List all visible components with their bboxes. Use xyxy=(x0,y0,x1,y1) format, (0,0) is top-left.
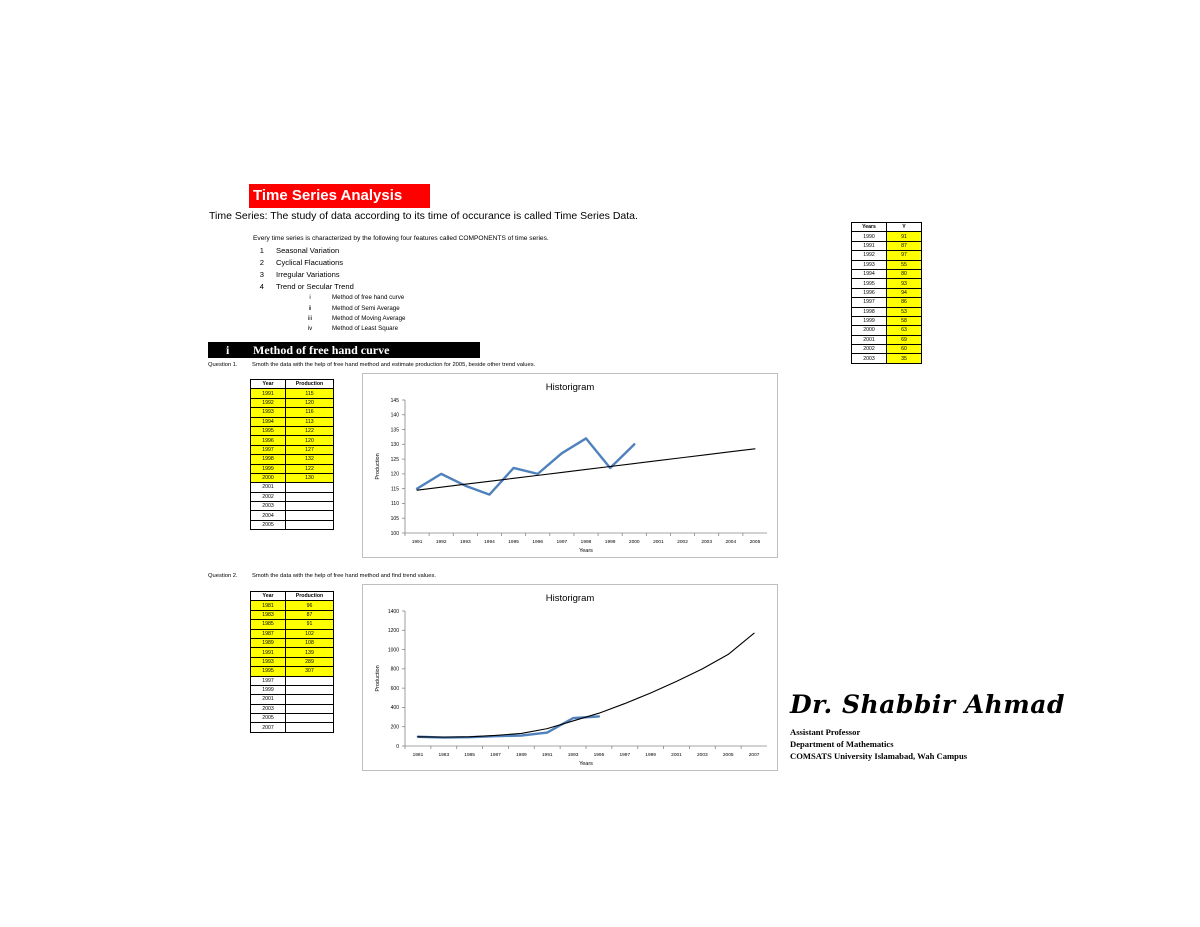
value-cell: 120 xyxy=(286,398,334,407)
year-cell: 1999 xyxy=(251,685,286,694)
x-tick-label: 2003 xyxy=(697,753,708,758)
table-row xyxy=(251,464,334,473)
value-cell: 289 xyxy=(286,657,334,666)
year-cell: 1991 xyxy=(251,389,286,398)
table-row xyxy=(251,667,334,676)
chart-title: Historigram xyxy=(545,593,595,604)
value-cell: 122 xyxy=(286,464,334,473)
table-header: Y xyxy=(887,223,922,232)
y-axis-label: Production xyxy=(375,453,381,480)
y-tick-label: 1000 xyxy=(387,647,399,654)
table-row xyxy=(251,436,334,445)
y-axis-label: Production xyxy=(375,665,381,692)
y-tick-label: 100 xyxy=(390,530,399,537)
y-tick-label: 130 xyxy=(390,442,399,449)
value-cell: 113 xyxy=(286,417,334,426)
year-cell: 1993 xyxy=(852,260,887,269)
y-tick-label: 145 xyxy=(390,397,399,404)
table-row xyxy=(852,269,922,278)
table-header: Year xyxy=(251,592,286,601)
chart-svg xyxy=(363,585,777,770)
year-cell: 1994 xyxy=(251,417,286,426)
year-cell: 2005 xyxy=(251,520,286,529)
table-row xyxy=(251,502,334,511)
value-cell: 108 xyxy=(286,638,334,647)
table-row xyxy=(251,714,334,723)
year-cell: 1997 xyxy=(852,298,887,307)
table-row xyxy=(852,241,922,250)
value-cell: 80 xyxy=(887,269,922,278)
year-cell: 2003 xyxy=(251,502,286,511)
x-tick-label: 2001 xyxy=(653,540,664,545)
year-cell: 2000 xyxy=(251,473,286,482)
year-cell: 1989 xyxy=(251,638,286,647)
year-cell: 2003 xyxy=(852,354,887,363)
value-cell xyxy=(286,714,334,723)
year-cell: 1993 xyxy=(251,408,286,417)
y-tick-label: 120 xyxy=(390,471,399,478)
table-header: Year xyxy=(251,380,286,389)
year-cell: 1999 xyxy=(852,316,887,325)
table-header: Years xyxy=(852,223,887,232)
year-cell: 2001 xyxy=(251,695,286,704)
definition-text: Time Series: The study of data according to its time of occurance is called Time Series Data. xyxy=(209,210,638,222)
table-row xyxy=(251,657,334,666)
year-cell: 2004 xyxy=(251,511,286,520)
table-row xyxy=(251,638,334,647)
table-row xyxy=(852,354,922,363)
y-tick-label: 400 xyxy=(390,705,399,712)
value-cell: 91 xyxy=(286,620,334,629)
table-header: Production xyxy=(286,592,334,601)
table-row xyxy=(852,260,922,269)
x-tick-label: 2007 xyxy=(748,753,760,758)
value-cell: 97 xyxy=(887,251,922,260)
value-cell: 69 xyxy=(887,335,922,344)
table-row xyxy=(852,316,922,325)
x-tick-label: 1996 xyxy=(532,540,544,545)
table-row xyxy=(251,445,334,454)
y-tick-label: 600 xyxy=(390,685,399,692)
x-tick-label: 1991 xyxy=(411,540,423,545)
signature-name: Dr. Shabbir Ahmad xyxy=(790,690,1065,719)
production-table-1 xyxy=(250,379,334,530)
y-tick-label: 1400 xyxy=(387,608,399,615)
table-row xyxy=(251,648,334,657)
year-cell: 1983 xyxy=(251,610,286,619)
table-row xyxy=(251,601,334,610)
value-cell xyxy=(286,502,334,511)
value-cell: 55 xyxy=(887,260,922,269)
signature-institution: COMSATS University Islamabad, Wah Campus xyxy=(790,751,968,761)
table-row xyxy=(852,251,922,260)
value-cell: 87 xyxy=(887,241,922,250)
x-tick-label: 1989 xyxy=(516,753,527,758)
table-row xyxy=(251,704,334,713)
x-tick-label: 2002 xyxy=(677,540,688,545)
table-row xyxy=(251,417,334,426)
x-tick-label: 2005 xyxy=(722,753,734,758)
year-cell: 1992 xyxy=(852,251,887,260)
year-cell: 1993 xyxy=(251,657,286,666)
value-cell: 115 xyxy=(286,389,334,398)
table-row xyxy=(251,610,334,619)
signature-department: Department of Mathematics xyxy=(790,739,894,749)
value-cell xyxy=(286,723,334,732)
table-row xyxy=(251,408,334,417)
value-cell: 86 xyxy=(887,298,922,307)
x-tick-label: 2001 xyxy=(671,753,682,758)
year-cell: 2003 xyxy=(251,704,286,713)
x-tick-label: 1995 xyxy=(593,753,605,758)
year-cell: 2002 xyxy=(251,492,286,501)
value-cell: 96 xyxy=(286,601,334,610)
y-tick-label: 115 xyxy=(391,486,399,493)
value-cell: 120 xyxy=(286,436,334,445)
value-cell xyxy=(286,676,334,685)
value-cell: 63 xyxy=(887,326,922,335)
x-tick-label: 1999 xyxy=(604,540,616,545)
historigram-chart-1 xyxy=(362,373,778,558)
historigram-chart-2 xyxy=(362,584,778,771)
trend-line xyxy=(417,449,755,490)
value-cell: 93 xyxy=(887,279,922,288)
table-row xyxy=(251,695,334,704)
value-cell: 122 xyxy=(286,426,334,435)
table-row xyxy=(251,511,334,520)
year-cell: 1996 xyxy=(852,288,887,297)
table-row xyxy=(251,685,334,694)
y-tick-label: 1200 xyxy=(387,628,399,635)
value-cell: 91 xyxy=(887,232,922,241)
year-cell: 1997 xyxy=(251,445,286,454)
x-tick-label: 2005 xyxy=(749,540,761,545)
year-cell: 1992 xyxy=(251,398,286,407)
x-tick-label: 2004 xyxy=(725,540,737,545)
table-row xyxy=(852,279,922,288)
y-tick-label: 105 xyxy=(390,516,399,523)
year-cell: 1998 xyxy=(852,307,887,316)
value-cell xyxy=(286,520,334,529)
year-cell: 2001 xyxy=(251,483,286,492)
value-cell: 94 xyxy=(887,288,922,297)
y-tick-label: 110 xyxy=(391,501,399,508)
table-row xyxy=(251,473,334,482)
x-tick-label: 1992 xyxy=(435,540,447,545)
value-cell: 127 xyxy=(286,445,334,454)
value-cell xyxy=(286,483,334,492)
table-row xyxy=(251,389,334,398)
value-cell: 132 xyxy=(286,455,334,464)
x-tick-label: 1997 xyxy=(619,753,631,758)
table-row xyxy=(251,455,334,464)
year-cell: 2007 xyxy=(251,723,286,732)
value-cell: 116 xyxy=(286,408,334,417)
table-row xyxy=(251,520,334,529)
x-tick-label: 2003 xyxy=(701,540,713,545)
value-cell: 307 xyxy=(286,667,334,676)
year-cell: 1995 xyxy=(251,667,286,676)
year-cell: 1996 xyxy=(251,436,286,445)
value-cell xyxy=(286,511,334,520)
year-cell: 2000 xyxy=(852,326,887,335)
table-row xyxy=(251,723,334,732)
table-row xyxy=(251,483,334,492)
value-cell xyxy=(286,685,334,694)
value-cell: 53 xyxy=(887,307,922,316)
year-cell: 1998 xyxy=(251,455,286,464)
x-tick-label: 1985 xyxy=(464,753,475,758)
production-table-2 xyxy=(250,591,334,733)
table-row xyxy=(251,398,334,407)
value-cell: 35 xyxy=(887,354,922,363)
x-tick-label: 1998 xyxy=(580,540,592,545)
table-row xyxy=(852,232,922,241)
y-tick-label: 800 xyxy=(390,666,399,673)
year-cell: 1990 xyxy=(852,232,887,241)
year-cell: 1985 xyxy=(251,620,286,629)
table-header: Production xyxy=(286,380,334,389)
table-row xyxy=(852,288,922,297)
year-cell: 1981 xyxy=(251,601,286,610)
x-tick-label: 1993 xyxy=(459,540,471,545)
trend-line xyxy=(418,633,754,737)
year-cell: 1995 xyxy=(251,426,286,435)
year-cell: 2001 xyxy=(852,335,887,344)
year-cell: 1997 xyxy=(251,676,286,685)
table-row xyxy=(852,335,922,344)
x-tick-label: 1993 xyxy=(567,753,579,758)
value-cell: 60 xyxy=(887,345,922,354)
x-tick-label: 2000 xyxy=(628,540,640,545)
table-row xyxy=(852,326,922,335)
table-row xyxy=(251,629,334,638)
x-axis-label: Years xyxy=(579,761,593,767)
value-cell: 139 xyxy=(286,648,334,657)
table-row xyxy=(852,298,922,307)
value-cell: 130 xyxy=(286,473,334,482)
x-tick-label: 1999 xyxy=(645,753,656,758)
table-row xyxy=(852,307,922,316)
year-cell: 2005 xyxy=(251,714,286,723)
table-row xyxy=(251,676,334,685)
year-cell: 1991 xyxy=(251,648,286,657)
page-title: Time Series Analysis xyxy=(249,184,430,208)
intro-text: Every time series is characterized by the following four features called COMPONENTS of time series. xyxy=(253,235,549,242)
chart-svg xyxy=(363,374,777,557)
x-tick-label: 1983 xyxy=(438,753,450,758)
value-cell xyxy=(286,704,334,713)
y-tick-label: 140 xyxy=(390,412,399,419)
x-tick-label: 1997 xyxy=(556,540,568,545)
year-cell: 1995 xyxy=(852,279,887,288)
x-tick-label: 1995 xyxy=(508,540,519,545)
year-cell: 1994 xyxy=(852,269,887,278)
table-row xyxy=(251,426,334,435)
signature-title: Assistant Professor xyxy=(790,727,861,737)
year-cell: 2002 xyxy=(852,345,887,354)
y-tick-label: 0 xyxy=(396,743,399,750)
year-cell: 1991 xyxy=(852,241,887,250)
value-cell xyxy=(286,492,334,501)
y-tick-label: 135 xyxy=(390,427,399,434)
x-tick-label: 1987 xyxy=(490,753,501,758)
value-cell: 102 xyxy=(286,629,334,638)
value-cell: 87 xyxy=(286,610,334,619)
table-row xyxy=(852,345,922,354)
year-cell: 1987 xyxy=(251,629,286,638)
x-axis-label: Years xyxy=(579,548,593,554)
years-y-table xyxy=(851,222,922,364)
section-header: i Method of free hand curve xyxy=(208,342,480,358)
year-cell: 1999 xyxy=(251,464,286,473)
chart-title: Historigram xyxy=(545,382,595,393)
y-tick-label: 200 xyxy=(390,724,399,731)
y-tick-label: 125 xyxy=(390,456,399,463)
table-row xyxy=(251,620,334,629)
x-tick-label: 1991 xyxy=(541,753,553,758)
table-row xyxy=(251,492,334,501)
x-tick-label: 1981 xyxy=(412,753,424,758)
value-cell: 58 xyxy=(887,316,922,325)
x-tick-label: 1994 xyxy=(484,540,495,545)
value-cell xyxy=(286,695,334,704)
